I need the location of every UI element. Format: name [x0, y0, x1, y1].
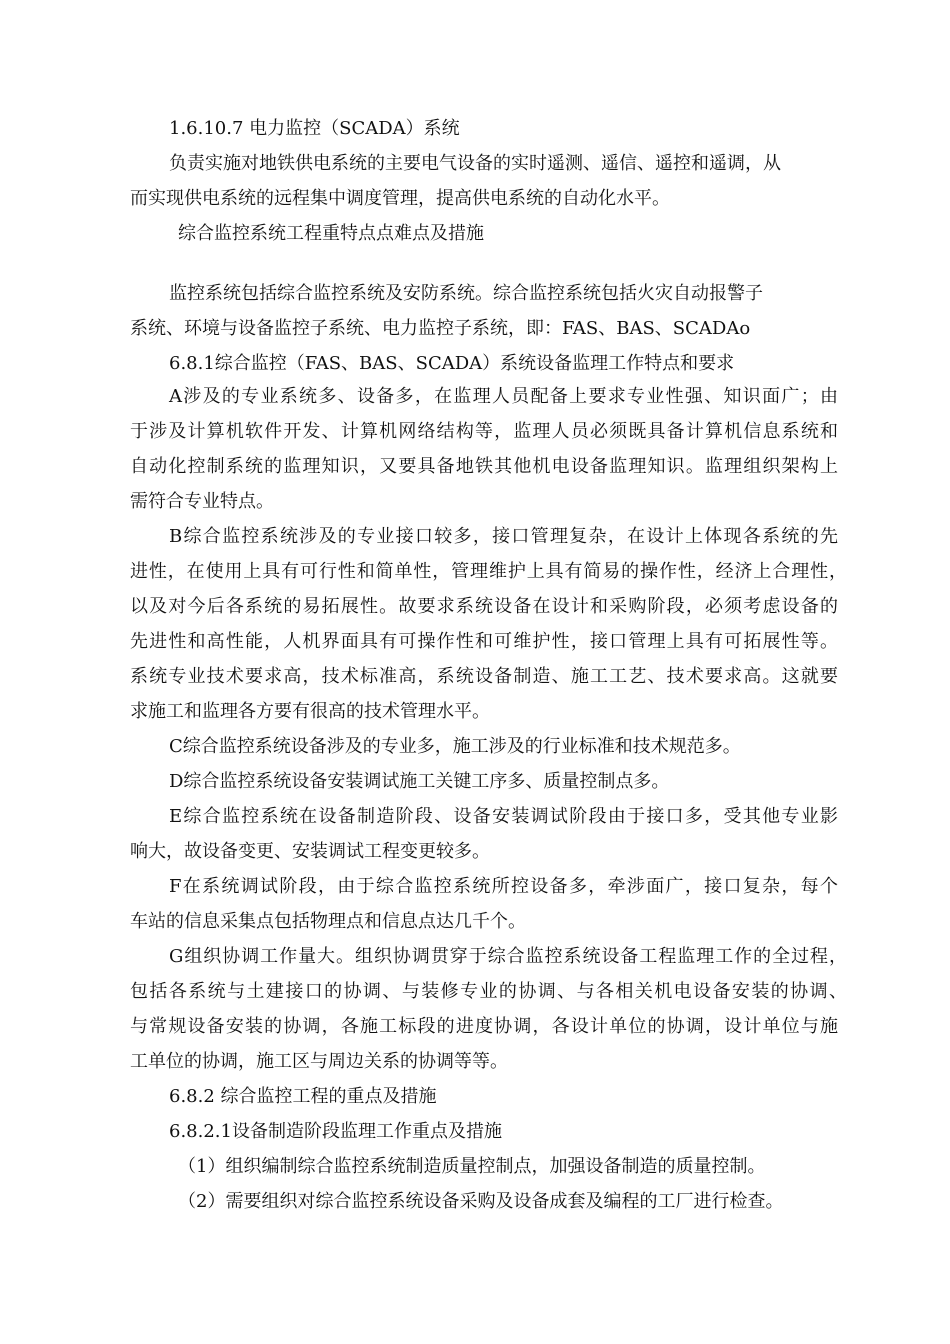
para-g-line: G组织协调工作量大。组织协调贯穿于综合监控系统设备工程监理工作的全过程， [169, 946, 847, 967]
para-b-line: 先进性和高性能，人机界面具有可操作性和可维护性，接口管理上具有可拓展性等。 [130, 631, 838, 652]
scada-paragraph-line: 而实现供电系统的远程集中调度管理，提高供电系统的自动化水平。 [130, 188, 670, 209]
para-g-line: 工单位的协调，施工区与周边关系的协调等等。 [130, 1051, 508, 1072]
list-item-1: （1）组织编制综合监控系统制造质量控制点，加强设备制造的质量控制。 [178, 1156, 766, 1177]
para-a-line: A涉及的专业系统多、设备多，在监理人员配备上要求专业性强、知识面广；由 [169, 386, 838, 407]
heading-1-6-10-7: 1.6.10.7 电力监控（SCADA）系统 [169, 118, 460, 139]
para-b-line: 进性，在使用上具有可行性和简单性，管理维护上具有简易的操作性，经济上合理性， [130, 561, 847, 582]
para-a-line: 需符合专业特点。 [130, 491, 274, 512]
para-e-line: E综合监控系统在设备制造阶段、设备安装调试阶段由于接口多，受其他专业影 [169, 806, 838, 827]
para-b-line: 求施工和监理各方要有很高的技术管理水平。 [130, 701, 490, 722]
para-e-line: 响大，故设备变更、安装调试工程变更较多。 [130, 841, 490, 862]
para-g-line: 包括各系统与土建接口的协调、与装修专业的协调、与各相关机电设备安装的协调、 [130, 981, 847, 1002]
para-f-line: 车站的信息采集点包括物理点和信息点达几千个。 [130, 911, 526, 932]
intro-paragraph-line: 监控系统包括综合监控系统及安防系统。综合监控系统包括火灾自动报警子 [169, 283, 763, 304]
list-item-2: （2）需要组织对综合监控系统设备采购及设备成套及编程的工厂进行检查。 [178, 1191, 784, 1212]
para-b-line: 以及对今后各系统的易拓展性。故要求系统设备在设计和采购阶段，必须考虑设备的 [130, 596, 838, 617]
para-g-line: 与常规设备安装的协调，各施工标段的进度协调，各设计单位的协调，设计单位与施 [130, 1016, 838, 1037]
para-c: C综合监控系统设备涉及的专业多，施工涉及的行业标准和技术规范多。 [169, 736, 741, 757]
para-a-line: 于涉及计算机软件开发、计算机网络结构等，监理人员必须既具备计算机信息系统和 [130, 421, 838, 442]
heading-6-8-2: 6.8.2 综合监控工程的重点及措施 [169, 1086, 437, 1107]
para-f-line: F在系统调试阶段，由于综合监控系统所控设备多，牵涉面广，接口复杂，每个 [169, 876, 838, 897]
para-a-line: 自动化控制系统的监理知识，又要具备地铁其他机电设备监理知识。监理组织架构上 [130, 456, 838, 477]
heading-6-8-2-1: 6.8.2.1设备制造阶段监理工作重点及措施 [169, 1121, 502, 1142]
heading-6-8-1: 6.8.1综合监控（FAS、BAS、SCADA）系统设备监理工作特点和要求 [169, 353, 735, 374]
section-heading: 综合监控系统工程重特点点难点及措施 [178, 223, 484, 244]
scada-paragraph-line: 负责实施对地铁供电系统的主要电气设备的实时遥测、遥信、遥控和遥调，从 [169, 153, 781, 174]
para-d: D综合监控系统设备安装调试施工关键工序多、质量控制点多。 [169, 771, 670, 792]
para-b-line: B综合监控系统涉及的专业接口较多，接口管理复杂，在设计上体现各系统的先 [169, 526, 838, 547]
para-b-line: 系统专业技术要求高，技术标准高，系统设备制造、施工工艺、技术要求高。这就要 [130, 666, 838, 687]
intro-paragraph-line: 系统、环境与设备监控子系统、电力监控子系统，即：FAS、BAS、SCADAo [130, 318, 751, 339]
